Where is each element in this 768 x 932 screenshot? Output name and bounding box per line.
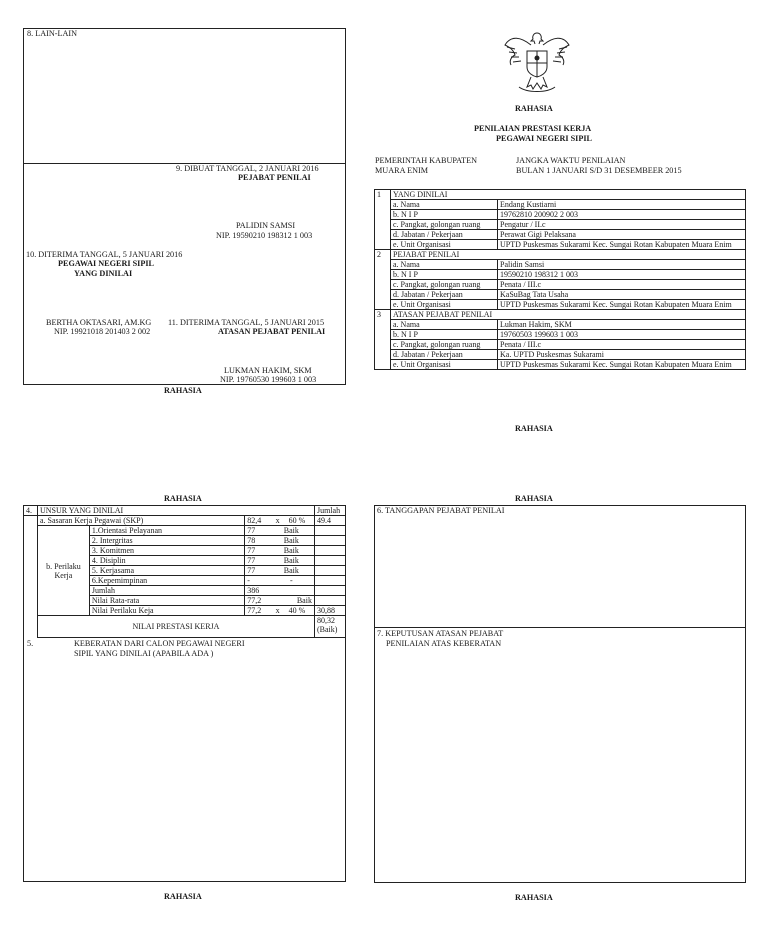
rahasia-p3-bottom: RAHASIA bbox=[164, 892, 202, 901]
perilaku-ket: Baik bbox=[269, 536, 315, 546]
unsur-table bbox=[23, 505, 346, 638]
field-row bbox=[375, 340, 746, 350]
rahasia-p1: RAHASIA bbox=[164, 386, 202, 395]
npk-cell bbox=[314, 616, 345, 638]
identitas-table bbox=[374, 189, 746, 370]
no-4: 4. bbox=[24, 506, 38, 516]
perilaku-value: 77 bbox=[245, 546, 269, 556]
pemerintah-2: MUARA ENIM bbox=[375, 166, 428, 175]
field-value: 19760503 199603 1 003 bbox=[498, 330, 746, 340]
section-title: YANG DINILAI bbox=[391, 190, 746, 200]
tanggapan-divider bbox=[374, 627, 746, 628]
npk-value: 80,32 bbox=[316, 616, 335, 625]
field-value: KaSuBag Tata Usaha bbox=[498, 290, 746, 300]
lain-lain-title: 8. LAIN-LAIN bbox=[27, 29, 78, 38]
field-label: c. Pangkat, golongan ruang bbox=[391, 280, 498, 290]
unsur-heading: UNSUR YANG DINILAI bbox=[37, 506, 314, 516]
skp-value: 82,4 bbox=[245, 516, 269, 526]
perilaku-item: 5. Kerjasama bbox=[89, 566, 244, 576]
field-row bbox=[375, 360, 746, 370]
field-value: Penata / III.c bbox=[498, 280, 746, 290]
skp-x: x bbox=[269, 516, 287, 526]
pns-dinilai-1: PEGAWAI NEGERI SIPIL bbox=[58, 259, 154, 268]
field-row bbox=[375, 260, 746, 270]
field-label: e. Unit Organisasi bbox=[391, 360, 498, 370]
field-value: UPTD Puskesmas Sukarami Kec. Sungai Rotan Kabupaten Muara Enim bbox=[498, 360, 746, 370]
field-label: a. Nama bbox=[391, 200, 498, 210]
field-label: a. Nama bbox=[391, 260, 498, 270]
tanggapan-title: 6. TANGGAPAN PEJABAT PENILAI bbox=[377, 506, 505, 515]
diterima-10: 10. DITERIMA TANGGAL, 5 JANUARI 2016 bbox=[26, 250, 183, 259]
field-label: d. Jabatan / Pekerjaan bbox=[391, 350, 498, 360]
perilaku-value: 78 bbox=[245, 536, 269, 546]
ratarata-label: Nilai Rata-rata bbox=[89, 596, 244, 606]
field-label: c. Pangkat, golongan ruang bbox=[391, 220, 498, 230]
tanggapan-box bbox=[374, 505, 746, 883]
field-row bbox=[375, 300, 746, 310]
perilaku-label: b. Perilaku Kerja bbox=[37, 526, 89, 616]
field-value: UPTD Puskesmas Sukarami Kec. Sungai Rotan Kabupaten Muara Enim bbox=[498, 240, 746, 250]
nilai-perilaku-x: x bbox=[269, 606, 287, 616]
skp-total: 49.4 bbox=[314, 516, 345, 526]
field-value: Pengatur / II.c bbox=[498, 220, 746, 230]
field-row bbox=[375, 220, 746, 230]
field-label: d. Jabatan / Pekerjaan bbox=[391, 290, 498, 300]
field-row bbox=[375, 200, 746, 210]
field-row bbox=[375, 350, 746, 360]
section-number: 1 bbox=[375, 190, 391, 250]
field-label: a. Nama bbox=[391, 320, 498, 330]
rahasia-p4-bottom: RAHASIA bbox=[515, 893, 553, 902]
pemerintah-1: PEMERINTAH KABUPATEN bbox=[375, 156, 478, 165]
perilaku-item: 3. Komitmen bbox=[89, 546, 244, 556]
field-value: Perawat Gigi Pelaksana bbox=[498, 230, 746, 240]
perilaku-ket: Baik bbox=[269, 556, 315, 566]
rahasia-p3-top: RAHASIA bbox=[164, 494, 202, 503]
field-label: c. Pangkat, golongan ruang bbox=[391, 340, 498, 350]
field-row bbox=[375, 330, 746, 340]
field-row bbox=[375, 290, 746, 300]
pejabat-penilai-heading: PEJABAT PENILAI bbox=[238, 173, 311, 182]
nilai-perilaku-total: 30,88 bbox=[314, 606, 345, 616]
bertha-name: BERTHA OKTASARI, AM.KG bbox=[46, 318, 152, 327]
field-label: e. Unit Organisasi bbox=[391, 240, 498, 250]
jangka-2: BULAN 1 JANUARI S/D 31 DESEMBEER 2015 bbox=[516, 166, 682, 175]
section-title: ATASAN PEJABAT PENILAI bbox=[391, 310, 746, 320]
perilaku-item: 2. Intergritas bbox=[89, 536, 244, 546]
jangka-1: JANGKA WAKTU PENILAIAN bbox=[516, 156, 626, 165]
section-title: PEJABAT PENILAI bbox=[391, 250, 746, 260]
perilaku-ket: Baik bbox=[269, 546, 315, 556]
nilai-perilaku-value: 77,2 bbox=[245, 606, 269, 616]
ppk-title-1: PENILAIAN PRESTASI KERJA bbox=[474, 124, 592, 133]
keputusan-2: PENILAIAN ATAS KEBERATAN bbox=[386, 639, 502, 648]
field-label: b. N I P bbox=[391, 270, 498, 280]
bertha-nip: NIP. 19921018 201403 2 002 bbox=[54, 327, 151, 336]
section-header-row bbox=[375, 250, 746, 260]
section-header-row bbox=[375, 310, 746, 320]
field-row bbox=[375, 210, 746, 220]
perilaku-value: - bbox=[245, 576, 269, 586]
field-value: Endang Kustiarni bbox=[498, 200, 746, 210]
garuda-emblem bbox=[501, 27, 573, 97]
atasan-heading: ATASAN PEJABAT PENILAI bbox=[218, 327, 326, 336]
keputusan-1: 7. KEPUTUSAN ATASAN PEJABAT bbox=[377, 629, 504, 638]
nilai-perilaku-label: Nilai Perilaku Keja bbox=[89, 606, 244, 616]
field-value: Palidin Samsi bbox=[498, 260, 746, 270]
field-row bbox=[375, 270, 746, 280]
ratarata-ket: Baik bbox=[269, 596, 315, 606]
jumlah-label: Jumlah bbox=[89, 586, 244, 596]
field-row bbox=[375, 280, 746, 290]
field-value: 19762810 200902 2 003 bbox=[498, 210, 746, 220]
field-value: UPTD Puskesmas Sukarami Kec. Sungai Rotan Kabupaten Muara Enim bbox=[498, 300, 746, 310]
ppk-title-2: PEGAWAI NEGERI SIPIL bbox=[496, 134, 592, 143]
perilaku-value: 77 bbox=[245, 556, 269, 566]
perilaku-ket: Baik bbox=[269, 566, 315, 576]
penilai-name: PALIDIN SAMSI bbox=[236, 221, 296, 230]
field-label: b. N I P bbox=[391, 330, 498, 340]
nilai-perilaku-pct: 40 % bbox=[287, 606, 315, 616]
skp-pct: 60 % bbox=[287, 516, 315, 526]
jumlah-value: 386 bbox=[245, 586, 315, 596]
rahasia-p2-top: RAHASIA bbox=[515, 104, 553, 113]
field-value: Lukman Hakim, SKM bbox=[498, 320, 746, 330]
pns-dinilai-2: YANG DINILAI bbox=[74, 269, 133, 278]
diterima-11: 11. DITERIMA TANGGAL, 5 JANUARI 2015 bbox=[168, 318, 325, 327]
no-5: 5. bbox=[27, 639, 34, 648]
npk-ket: (Baik) bbox=[316, 625, 338, 634]
field-row bbox=[375, 240, 746, 250]
ratarata-value: 77,2 bbox=[245, 596, 269, 606]
rahasia-p2-bottom: RAHASIA bbox=[515, 424, 553, 433]
rahasia-p4-top: RAHASIA bbox=[515, 494, 553, 503]
field-value: Ka. UPTD Puskesmas Sukarami bbox=[498, 350, 746, 360]
field-row bbox=[375, 230, 746, 240]
jumlah-heading: Jumlah bbox=[314, 506, 345, 516]
perilaku-item: 4. Disiplin bbox=[89, 556, 244, 566]
perilaku-item: 6.Kepemimpinan bbox=[89, 576, 244, 586]
section-number: 2 bbox=[375, 250, 391, 310]
field-label: b. N I P bbox=[391, 210, 498, 220]
npk-label: NILAI PRESTASI KERJA bbox=[37, 616, 314, 638]
field-value: Penata / III.c bbox=[498, 340, 746, 350]
section-number: 3 bbox=[375, 310, 391, 370]
dibuat-tanggal: 9. DIBUAT TANGGAL, 2 JANUARI 2016 bbox=[176, 164, 319, 173]
field-label: e. Unit Organisasi bbox=[391, 300, 498, 310]
perilaku-ket: - bbox=[269, 576, 315, 586]
perilaku-item: 1.Orientasi Pelayanan bbox=[89, 526, 244, 536]
section-header-row bbox=[375, 190, 746, 200]
keberatan-1: KEBERATAN DARI CALON PEGAWAI NEGERI bbox=[74, 639, 245, 648]
keberatan-2: SIPIL YANG DINILAI (APABILA ADA ) bbox=[74, 649, 214, 658]
penilai-nip: NIP. 19590210 198312 1 003 bbox=[216, 231, 313, 240]
perilaku-ket: Baik bbox=[269, 526, 315, 536]
field-value: 19590210 198312 1 003 bbox=[498, 270, 746, 280]
field-row bbox=[375, 320, 746, 330]
field-label: d. Jabatan / Pekerjaan bbox=[391, 230, 498, 240]
lukman-nip: NIP. 19760530 199603 1 003 bbox=[220, 375, 317, 384]
skp-label: a. Sasaran Kerja Pegawai (SKP) bbox=[37, 516, 244, 526]
perilaku-value: 77 bbox=[245, 526, 269, 536]
perilaku-value: 77 bbox=[245, 566, 269, 576]
lukman-name: LUKMAN HAKIM, SKM bbox=[224, 366, 312, 375]
